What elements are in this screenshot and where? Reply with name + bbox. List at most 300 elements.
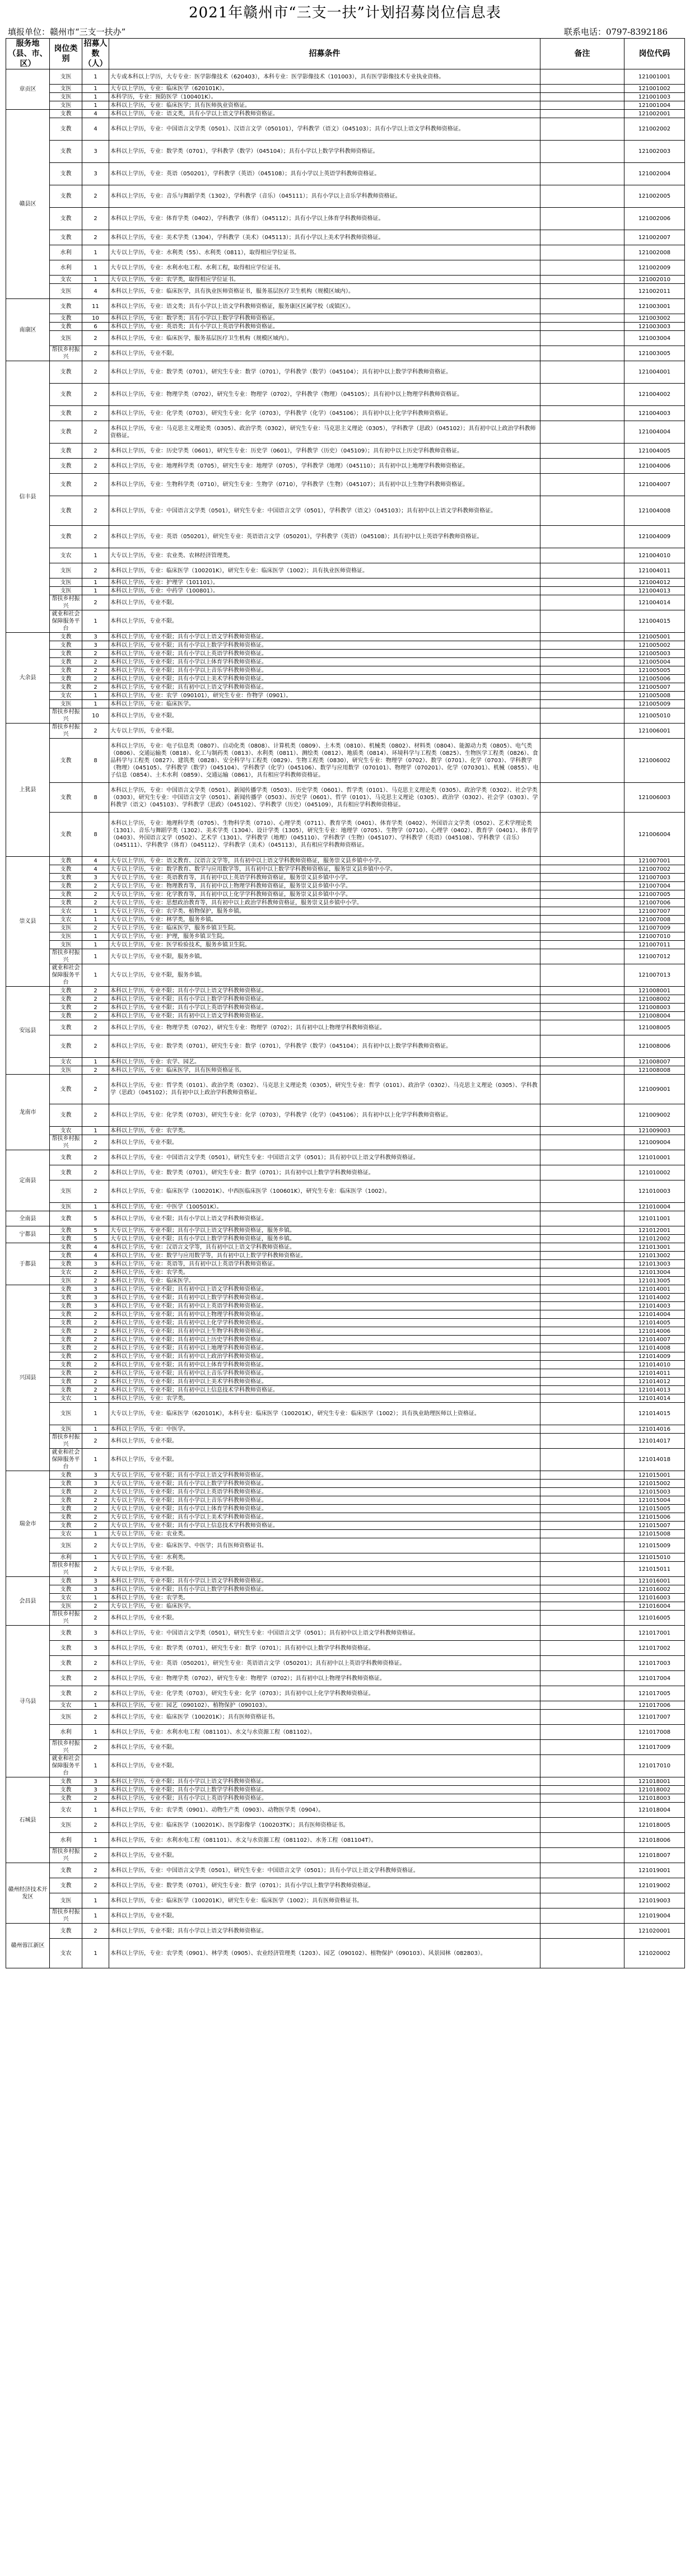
cell-code: 121002008	[624, 245, 685, 260]
cell-category: 支教	[50, 1252, 82, 1260]
cell-count: 2	[82, 658, 109, 666]
cell-conditions: 本科以上学历，专业：中国语言文学类（0501），研究生专业：中国语言文学（0501）；具有小学以上语文学科教师资格证。	[109, 1863, 540, 1878]
cell-category: 帮扶乡村振兴	[50, 595, 82, 610]
cell-conditions: 本科以上学历，专业：英语（050201），研究生专业：英语语言文学（050201）；具有初中以上英语学科教师资格证。	[109, 1656, 540, 1671]
cell-count: 2	[82, 1004, 109, 1012]
cell-category: 支教	[50, 1319, 82, 1327]
table-row	[6, 1075, 685, 1104]
cell-place: 上犹县	[6, 724, 50, 857]
cell-count: 2	[82, 1378, 109, 1386]
contact-phone: 联系电话：0797-8392186	[563, 27, 668, 37]
cell-count: 3	[82, 1285, 109, 1294]
cell-count: 3	[82, 874, 109, 882]
cell-note	[540, 813, 624, 857]
cell-category: 帮扶乡村振兴	[50, 949, 82, 964]
positions-table	[6, 38, 685, 1968]
cell-note	[540, 1701, 624, 1710]
cell-category: 支教	[50, 1361, 82, 1369]
cell-count: 2	[82, 459, 109, 474]
cell-count: 2	[82, 1020, 109, 1035]
cell-category: 支教	[50, 890, 82, 899]
cell-place: 会昌县	[6, 1577, 50, 1626]
cell-code: 121013002	[624, 1252, 685, 1260]
cell-note	[540, 1710, 624, 1725]
cell-count: 2	[82, 1035, 109, 1058]
cell-conditions: 本科以上学历，专业：数学类（0701），研究生专业：数学（0701），学科教学（数学）（045104）；具有初中以上数学学科教师资格证。	[109, 1035, 540, 1058]
cell-conditions: 本科以上学历，专业：临床医学（100201K），研究生专业：临床医学（1002）；具有医师资格证书。	[109, 1893, 540, 1908]
cell-count: 11	[82, 299, 109, 314]
cell-note	[540, 1626, 624, 1641]
cell-note	[540, 1268, 624, 1277]
cell-category: 支医	[50, 85, 82, 93]
cell-conditions: 本科以上学历，专业：数学类（0701），学科教学（数学）（045104）；具有小学以上数学学科教师资格证。	[109, 141, 540, 163]
cell-conditions: 本科以上学历，专业不限。	[109, 1434, 540, 1449]
cell-count: 3	[82, 633, 109, 641]
cell-count: 2	[82, 1361, 109, 1369]
cell-count: 2	[82, 1386, 109, 1394]
cell-code: 121004008	[624, 496, 685, 526]
cell-count: 3	[82, 641, 109, 650]
cell-place: 赣州蓉江新区	[6, 1924, 50, 1968]
cell-conditions: 大专以上学历，专业：水利水电工程、水利工程，取得相应学位证书。	[109, 260, 540, 276]
cell-count: 4	[82, 857, 109, 865]
cell-count: 1	[82, 260, 109, 276]
cell-category: 支教	[50, 633, 82, 641]
cell-count: 2	[82, 1538, 109, 1553]
cell-code: 121015003	[624, 1488, 685, 1496]
cell-conditions: 本科以上学历，专业：物理学类（0702），研究生专业：物理学（0702）；具有初中以上物理学科教师资格证。	[109, 1020, 540, 1035]
cell-category: 水利	[50, 260, 82, 276]
table-row	[6, 1725, 685, 1740]
cell-place: 信丰县	[6, 361, 50, 633]
table-row	[6, 1066, 685, 1075]
cell-code: 121014013	[624, 1386, 685, 1394]
cell-note	[540, 1562, 624, 1577]
cell-note	[540, 1908, 624, 1924]
cell-category: 帮扶乡村振兴	[50, 1611, 82, 1626]
cell-code: 121018003	[624, 1794, 685, 1803]
cell-place: 定南县	[6, 1150, 50, 1211]
cell-code: 121004014	[624, 595, 685, 610]
cell-note	[540, 1488, 624, 1496]
cell-count: 3	[82, 1302, 109, 1310]
cell-count: 1	[82, 1553, 109, 1562]
cell-code: 121014001	[624, 1285, 685, 1294]
cell-code: 121014016	[624, 1425, 685, 1434]
cell-place: 龙南市	[6, 1075, 50, 1150]
cell-count: 2	[82, 1496, 109, 1505]
header-note: 备注	[540, 39, 624, 69]
table-row	[6, 882, 685, 890]
table-row	[6, 1671, 685, 1686]
cell-category: 支教	[50, 1626, 82, 1641]
cell-category: 支教	[50, 163, 82, 185]
cell-place: 兴国县	[6, 1285, 50, 1471]
cell-count: 2	[82, 1268, 109, 1277]
cell-note	[540, 496, 624, 526]
table-row	[6, 384, 685, 406]
table-row	[6, 459, 685, 474]
cell-conditions: 大专以上学历，专业不限；具有小学以上美术学科教师资格证。	[109, 1513, 540, 1522]
table-row	[6, 1505, 685, 1513]
cell-count: 3	[82, 1577, 109, 1585]
table-row	[6, 641, 685, 650]
cell-note	[540, 1327, 624, 1336]
cell-conditions: 本科以上学历，专业：地理科学类（0705）、生物科学类（0710）、心理学类（0711）、教育学类（0401）、体育学类（0402）、外国语言文学类（0502）、艺术学理论类（1301）、音乐与舞蹈学类（1302）、美术学类（1304）、设计学类（1305），研究生专业：地理学（0705）、生物学（0710）、心理学（0402）、教育学（0401）、体育学（0403）、外国语言文学（0502）、艺术学（1301）、学科教学（地理）（045110）、学科教学（生物）（045107）、学科教学（英语）（045108）、学科教学（音乐）（045111）、学科教学（体育）（045112）、学科教学（美术）（045113），具有相应学科教师资格证。	[109, 813, 540, 857]
cell-category: 支教	[50, 323, 82, 331]
cell-conditions: 大专以上学历，专业：语文教育、汉语言文学等，具有初中以上语文学科教师资格证，服务崇义县乡镇中小学。	[109, 857, 540, 865]
table-row	[6, 1471, 685, 1480]
table-row	[6, 1602, 685, 1611]
cell-code: 121015008	[624, 1530, 685, 1538]
cell-note	[540, 1004, 624, 1012]
cell-place: 大余县	[6, 633, 50, 724]
cell-count: 1	[82, 1803, 109, 1818]
table-row	[6, 1553, 685, 1562]
table-row	[6, 1878, 685, 1893]
cell-code: 121018001	[624, 1777, 685, 1786]
cell-conditions: 本科以上学历，专业：临床医学（100201K）、中西医临床医学（100601K），研究生专业：临床医学（1002）。	[109, 1180, 540, 1203]
table-row	[6, 1310, 685, 1319]
cell-note	[540, 987, 624, 995]
cell-count: 3	[82, 1260, 109, 1268]
table-row	[6, 245, 685, 260]
cell-conditions: 本科以上学历，专业不限；具有初中以上语文学科教师资格证。	[109, 1285, 540, 1294]
cell-category: 支教	[50, 899, 82, 907]
cell-code: 121015004	[624, 1496, 685, 1505]
table-row	[6, 813, 685, 857]
table-row	[6, 526, 685, 548]
cell-code: 121017004	[624, 1671, 685, 1686]
cell-count: 1	[82, 916, 109, 924]
table-row	[6, 563, 685, 578]
cell-category: 支医	[50, 1403, 82, 1425]
cell-conditions: 大专以上学历，专业：临床医学。	[109, 1602, 540, 1611]
cell-category: 支教	[50, 474, 82, 496]
cell-category: 支农	[50, 1803, 82, 1818]
cell-code: 121001001	[624, 69, 685, 85]
cell-category: 支农	[50, 1939, 82, 1968]
cell-place: 南康区	[6, 299, 50, 361]
cell-conditions: 大专以上学历，专业：农业类。	[109, 1530, 540, 1538]
cell-count: 3	[82, 1294, 109, 1302]
cell-note	[540, 323, 624, 331]
table-row	[6, 1243, 685, 1252]
cell-code: 121018007	[624, 1848, 685, 1863]
cell-code: 121015009	[624, 1538, 685, 1553]
cell-count: 3	[82, 1626, 109, 1641]
table-row	[6, 1058, 685, 1066]
table-row	[6, 1327, 685, 1336]
cell-count: 2	[82, 185, 109, 208]
cell-category: 支教	[50, 882, 82, 890]
cell-count: 2	[82, 1336, 109, 1344]
cell-note	[540, 548, 624, 563]
cell-conditions: 大专以上学历，专业：水利类。	[109, 1553, 540, 1562]
cell-code: 121017007	[624, 1710, 685, 1725]
cell-count: 2	[82, 1602, 109, 1611]
cell-count: 2	[82, 230, 109, 245]
table-row	[6, 1848, 685, 1863]
cell-category: 支教	[50, 1165, 82, 1180]
cell-code: 121007011	[624, 941, 685, 949]
table-row	[6, 610, 685, 633]
cell-count: 2	[82, 1671, 109, 1686]
cell-code: 121017001	[624, 1626, 685, 1641]
cell-code: 121012001	[624, 1226, 685, 1235]
cell-code: 121002010	[624, 276, 685, 284]
cell-code: 121014009	[624, 1352, 685, 1361]
cell-category: 支教	[50, 675, 82, 683]
cell-category: 支医	[50, 1180, 82, 1203]
cell-conditions: 本科以上学历，专业：英语（050201），学科教学（英语）（045108）；具有小学以上英语学科教师资格证。	[109, 163, 540, 185]
cell-category: 支医	[50, 1425, 82, 1434]
cell-count: 2	[82, 1135, 109, 1150]
cell-code: 121003002	[624, 314, 685, 323]
cell-conditions: 本科以上学历，专业不限；具有初中以上音乐学科教师资格证。	[109, 1369, 540, 1378]
cell-category: 支教	[50, 1656, 82, 1671]
table-row	[6, 941, 685, 949]
cell-note	[540, 361, 624, 384]
cell-code: 121002009	[624, 260, 685, 276]
cell-category: 支教	[50, 421, 82, 444]
cell-count: 2	[82, 1794, 109, 1803]
cell-note	[540, 675, 624, 683]
cell-category: 支农	[50, 907, 82, 916]
cell-count: 3	[82, 1641, 109, 1656]
cell-count: 3	[82, 141, 109, 163]
cell-category: 支医	[50, 932, 82, 941]
cell-conditions: 大专以上学历，专业不限；具有小学以上信息技术学科教师资格证。	[109, 1522, 540, 1530]
cell-conditions: 本科以上学历，专业不限；具有小学以上语文学科教师资格证。	[109, 1211, 540, 1226]
cell-category: 就业和社会保障服务平台	[50, 1449, 82, 1471]
cell-code: 121017002	[624, 1641, 685, 1656]
cell-note	[540, 1594, 624, 1602]
table-row	[6, 496, 685, 526]
cell-note	[540, 1878, 624, 1893]
cell-conditions: 本科以上学历，专业：英语（050201），研究生专业：英语语言文学（050201），学科教学（英语）（045108）；具有初中以上英语学科教师资格证。	[109, 526, 540, 548]
table-row	[6, 1585, 685, 1594]
cell-code: 121014002	[624, 1294, 685, 1302]
cell-category: 支教	[50, 141, 82, 163]
cell-count: 1	[82, 1908, 109, 1924]
table-row	[6, 1425, 685, 1434]
cell-code: 121008008	[624, 1066, 685, 1075]
cell-note	[540, 587, 624, 595]
cell-note	[540, 1686, 624, 1701]
cell-category: 支教	[50, 813, 82, 857]
cell-place: 宁都县	[6, 1226, 50, 1243]
cell-code: 121004012	[624, 578, 685, 587]
cell-note	[540, 1803, 624, 1818]
cell-note	[540, 406, 624, 421]
cell-conditions: 本科以上学历，专业不限；具有小学以上语文学科教师资格证。	[109, 1777, 540, 1786]
cell-count: 1	[82, 578, 109, 587]
cell-note	[540, 1818, 624, 1833]
cell-category: 支教	[50, 384, 82, 406]
cell-count: 1	[82, 964, 109, 987]
cell-note	[540, 1656, 624, 1671]
table-row	[6, 1641, 685, 1656]
cell-note	[540, 1505, 624, 1513]
cell-code: 121002004	[624, 163, 685, 185]
cell-code: 121019003	[624, 1893, 685, 1908]
cell-note	[540, 1260, 624, 1268]
table-row	[6, 1538, 685, 1553]
cell-conditions: 大专以上学历，专业：临床医学（620101K）。	[109, 85, 540, 93]
table-row	[6, 578, 685, 587]
cell-category: 支教	[50, 1075, 82, 1104]
table-row	[6, 1012, 685, 1020]
cell-conditions: 大专以上学历，专业不限；具有小学以上数学学科教师资格证，服务乡镇。	[109, 1235, 540, 1243]
cell-note	[540, 610, 624, 633]
table-row	[6, 1562, 685, 1577]
cell-category: 支教	[50, 995, 82, 1004]
table-row	[6, 1252, 685, 1260]
cell-category: 支教	[50, 185, 82, 208]
cell-count: 2	[82, 1505, 109, 1513]
cell-count: 2	[82, 474, 109, 496]
cell-code: 121004004	[624, 421, 685, 444]
cell-code: 121013001	[624, 1243, 685, 1252]
cell-code: 121007004	[624, 882, 685, 890]
cell-note	[540, 1794, 624, 1803]
cell-count: 1	[82, 700, 109, 708]
cell-conditions: 本科以上学历，专业：中国语言文学类（0501）、汉语言文学（050101），学科教学（语文）（045103）；具有小学以上语文学科教师资格证。	[109, 118, 540, 141]
table-row	[6, 890, 685, 899]
cell-conditions: 本科以上学历，专业不限。	[109, 708, 540, 724]
cell-code: 121019002	[624, 1878, 685, 1893]
cell-code: 121018006	[624, 1833, 685, 1848]
table-row	[6, 118, 685, 141]
cell-note	[540, 1833, 624, 1848]
cell-code: 121002007	[624, 230, 685, 245]
cell-note	[540, 1127, 624, 1135]
cell-code: 121004002	[624, 384, 685, 406]
cell-category: 水利	[50, 1725, 82, 1740]
cell-count: 1	[82, 610, 109, 633]
cell-note	[540, 1352, 624, 1361]
cell-code: 121014004	[624, 1310, 685, 1319]
cell-conditions: 大专以上学历，专业不限，服务乡镇。	[109, 964, 540, 987]
cell-code: 121013005	[624, 1277, 685, 1285]
cell-conditions: 本科以上学历，专业不限；具有小学以上体育学科教师资格证。	[109, 658, 540, 666]
cell-code: 121015010	[624, 1553, 685, 1562]
table-row	[6, 1803, 685, 1818]
cell-count: 1	[82, 949, 109, 964]
table-row	[6, 987, 685, 995]
cell-note	[540, 1602, 624, 1611]
table-row	[6, 1344, 685, 1352]
reporting-unit: 填报单位：赣州市“三支一扶办”	[8, 27, 126, 37]
cell-place: 赣州经济技术开发区	[6, 1863, 50, 1924]
cell-category: 支教	[50, 444, 82, 459]
cell-count: 2	[82, 1310, 109, 1319]
cell-code: 121007008	[624, 916, 685, 924]
cell-conditions: 本科以上学历，专业不限；具有初中以上生物学科教师资格证。	[109, 1327, 540, 1336]
cell-category: 支教	[50, 1211, 82, 1226]
cell-code: 121019004	[624, 1908, 685, 1924]
cell-code: 121016002	[624, 1585, 685, 1594]
cell-category: 支农	[50, 1530, 82, 1538]
table-row	[6, 857, 685, 865]
table-row	[6, 276, 685, 284]
cell-code: 121015011	[624, 1562, 685, 1577]
cell-category: 支教	[50, 526, 82, 548]
table-row	[6, 1522, 685, 1530]
cell-code: 121009001	[624, 1075, 685, 1104]
cell-category: 支教	[50, 1641, 82, 1656]
cell-conditions: 本科以上学历，专业不限；具有小学以上数学学科教师资格证。	[109, 1786, 540, 1794]
cell-count: 2	[82, 595, 109, 610]
cell-conditions: 大专以上学历，专业：护理，服务乡镇卫生院。	[109, 932, 540, 941]
cell-category: 支教	[50, 1513, 82, 1522]
cell-category: 支教	[50, 1369, 82, 1378]
cell-category: 支教	[50, 1344, 82, 1352]
cell-conditions: 本科以上学历，专业：临床医学（100201K），研究生专业：临床医学（1002）；具有执业医师资格证。	[109, 563, 540, 578]
cell-note	[540, 69, 624, 85]
cell-note	[540, 1585, 624, 1594]
cell-category: 支医	[50, 284, 82, 299]
table-row	[6, 658, 685, 666]
cell-count: 2	[82, 666, 109, 675]
cell-note	[540, 890, 624, 899]
cell-note	[540, 474, 624, 496]
table-row	[6, 949, 685, 964]
cell-count: 1	[82, 1725, 109, 1740]
cell-code: 121008007	[624, 1058, 685, 1066]
cell-note	[540, 1135, 624, 1150]
table-row	[6, 1740, 685, 1755]
cell-code: 121004015	[624, 610, 685, 633]
cell-code: 121010001	[624, 1150, 685, 1165]
table-row	[6, 650, 685, 658]
table-row	[6, 1833, 685, 1848]
table-row	[6, 284, 685, 299]
cell-note	[540, 299, 624, 314]
cell-code: 121002006	[624, 208, 685, 230]
cell-note	[540, 1104, 624, 1127]
table-row	[6, 1480, 685, 1488]
cell-code: 121011001	[624, 1211, 685, 1226]
cell-count: 5	[82, 1226, 109, 1235]
cell-conditions: 大专以上学历，专业：农学类，取得相应学位证书。	[109, 276, 540, 284]
cell-conditions: 本科以上学历，专业不限。	[109, 1848, 540, 1863]
cell-category: 支医	[50, 93, 82, 101]
cell-note	[540, 1203, 624, 1211]
cell-note	[540, 1302, 624, 1310]
cell-note	[540, 907, 624, 916]
table-row	[6, 1352, 685, 1361]
cell-category: 支教	[50, 1863, 82, 1878]
cell-note	[540, 526, 624, 548]
table-row	[6, 101, 685, 110]
table-row	[6, 1403, 685, 1425]
cell-note	[540, 1035, 624, 1058]
cell-note	[540, 384, 624, 406]
cell-conditions: 本科以上学历，专业：中国语言文学类（0501），研究生专业：中国语言文学（0501）；具有初中以上语文学科教师资格证。	[109, 1150, 540, 1165]
cell-count: 2	[82, 361, 109, 384]
cell-note	[540, 1863, 624, 1878]
cell-code: 121006004	[624, 813, 685, 857]
cell-conditions: 本科以上学历，专业：临床医学。	[109, 700, 540, 708]
cell-note	[540, 1012, 624, 1020]
table-row	[6, 331, 685, 346]
cell-count: 2	[82, 924, 109, 932]
table-row	[6, 1513, 685, 1522]
cell-conditions: 本科以上学历，专业不限。	[109, 346, 540, 361]
cell-category: 支教	[50, 299, 82, 314]
